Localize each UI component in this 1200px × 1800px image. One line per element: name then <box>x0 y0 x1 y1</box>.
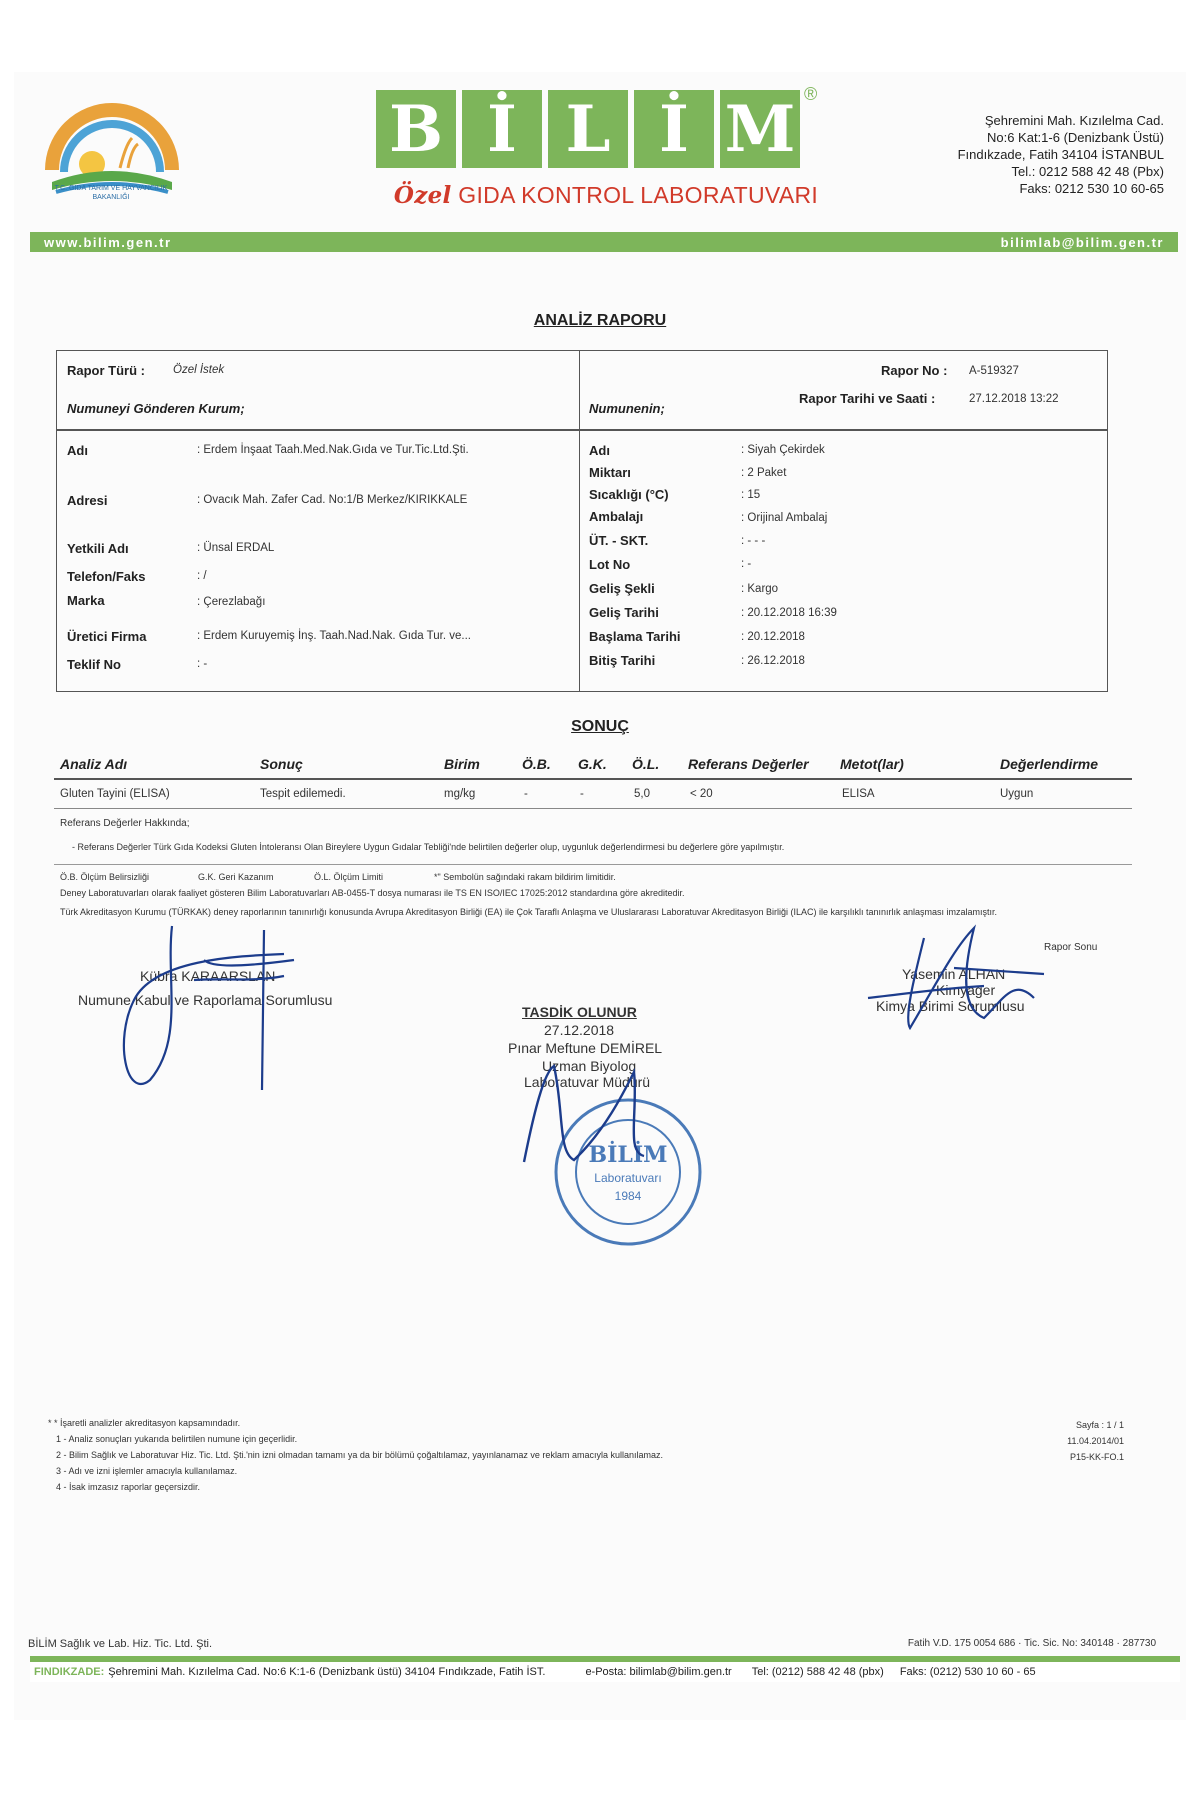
company-name: BİLİM Sağlık ve Lab. Hiz. Tic. Ltd. Şti. <box>28 1638 213 1650</box>
brand-subtitle: Özel GIDA KONTROL LABORATUVARI <box>393 182 819 209</box>
registered-mark: ® <box>804 84 818 104</box>
cell-result: Tespit edilemedi. <box>260 788 346 800</box>
col-header: Ö.L. <box>632 756 660 772</box>
svg-text:1984: 1984 <box>614 1189 642 1203</box>
field-label: Lot No <box>589 557 631 572</box>
field-value: : Kargo <box>741 583 779 595</box>
footer-note: 1 - Analiz sonuçları yukarıda belirtilen numune için geçerlidir. <box>56 1434 298 1444</box>
field-label: Adı <box>589 443 610 458</box>
email-link[interactable]: bilimlab@bilim.gen.tr <box>1000 234 1164 250</box>
website-link[interactable]: www.bilim.gen.tr <box>44 234 172 250</box>
col-header: Analiz Adı <box>60 756 128 772</box>
report-date-label: Rapor Tarihi ve Saati : <box>799 391 936 406</box>
result-title: SONUÇ <box>571 718 629 735</box>
footer-note: * * İşaretli analizler akreditasyon kapsamındadır. <box>48 1418 241 1428</box>
field-value: : - - - <box>741 535 766 547</box>
field-value: : / <box>197 570 207 582</box>
brand-letter: M <box>720 90 800 168</box>
field-label: Miktarı <box>589 465 631 480</box>
svg-text:Laboratuvarı: Laboratuvarı <box>594 1171 662 1185</box>
col-header: Ö.B. <box>522 756 551 772</box>
svg-text:BİLİM: BİLİM <box>588 1142 668 1168</box>
field-label: ÜT. - SKT. <box>589 533 649 548</box>
field-value: : Siyah Çekirdek <box>741 444 825 456</box>
footer-note: 3 - Adı ve izni işlemler amacıyla kullanılamaz. <box>56 1466 238 1476</box>
branch-label: FINDIKZADE: <box>34 1666 105 1678</box>
sender-heading: Numuneyi Gönderen Kurum; <box>67 401 245 416</box>
field-label: Bitiş Tarihi <box>589 653 656 668</box>
col-header: G.K. <box>578 756 607 772</box>
branch-address: Şehremini Mah. Kızılelma Cad. No:6 K:1-6 (Denizbank üstü) 34104 Fındıkzade, Fatih İST. <box>108 1666 546 1678</box>
brand-logo <box>376 84 836 209</box>
brand-letter: L <box>548 90 628 168</box>
report-type-value: Özel İstek <box>173 364 225 376</box>
field-label: Ambalajı <box>589 509 644 524</box>
field-value: : 26.12.2018 <box>741 655 805 667</box>
signer-name: Yasemin ALHAN <box>902 966 1006 982</box>
report-no-label: Rapor No : <box>881 363 948 378</box>
abbr-gk: G.K. Geri Kazanım <box>198 872 274 882</box>
table-rule <box>54 778 1132 780</box>
field-label: Yetkili Adı <box>67 541 129 556</box>
cell-reference: < 20 <box>690 788 713 800</box>
footer-note: 2 - Bilim Sağlık ve Laboratuvar Hiz. Tic. Ltd. Şti.'nin izni olmadan tamamı ya da bir bölümü çoğaltılamaz, yayınlanamaz ve reklam amacıyla kullanılamaz. <box>56 1450 663 1460</box>
reference-heading: Referans Değerler Hakkında; <box>60 818 190 829</box>
footer-phone: Tel: (0212) 588 42 48 (pbx) <box>751 1666 884 1678</box>
col-header: Metot(lar) <box>840 756 904 772</box>
signer-role: Kimya Birimi Sorumlusu <box>876 998 1025 1014</box>
brand-letter: İ <box>462 90 542 168</box>
signer-name: Kübra KARAARSLAN <box>140 968 276 984</box>
cell-evaluation: Uygun <box>1000 788 1034 800</box>
approval-label: TASDİK OLUNUR <box>522 1004 637 1020</box>
report-end: Rapor Sonu <box>1044 942 1098 953</box>
accreditation-note: Deney Laboratuvarları olarak faaliyet gösteren Bilim Laboratuvarları AB-0455-T dosya numarası ile TS EN ISO/IEC 17025:2012 standardına göre akreditedir. <box>60 888 685 898</box>
cell-method: ELISA <box>842 788 875 800</box>
field-value: : - <box>197 658 208 670</box>
field-value: : Çerezlabağı <box>197 596 266 608</box>
field-value: : 20.12.2018 16:39 <box>741 607 837 619</box>
footer-email[interactable]: e-Posta: bilimlab@bilim.gen.tr <box>585 1666 732 1678</box>
field-label: Sıcaklığı (°C) <box>589 487 669 502</box>
doc-code: P15-KK-FO.1 <box>1069 1452 1124 1462</box>
report-date-value: 27.12.2018 13:22 <box>969 393 1059 405</box>
cell-analysis: Gluten Tayini (ELISA) <box>60 788 170 800</box>
approval-date: 27.12.2018 <box>544 1022 615 1038</box>
footer-fax: Faks: (0212) 530 10 60 - 65 <box>899 1666 1036 1678</box>
signature-mark <box>514 1052 654 1172</box>
field-value: : - <box>741 558 752 570</box>
page-number: Sayfa : 1 / 1 <box>1075 1420 1124 1430</box>
field-value: : Erdem Kuruyemiş İnş. Taah.Nad.Nak. Gıda Tur. ve... <box>197 630 471 642</box>
field-value: : 2 Paket <box>741 467 787 479</box>
brand-letter: İ <box>634 90 714 168</box>
cell-unit: mg/kg <box>444 788 476 800</box>
table-divider <box>57 429 1107 431</box>
table-rule <box>54 808 1132 809</box>
footer-bar <box>30 1656 1180 1682</box>
sample-heading: Numunenin; <box>589 401 665 416</box>
field-label: Geliş Tarihi <box>589 605 659 620</box>
field-label: Başlama Tarihi <box>589 629 681 644</box>
report-page <box>14 72 1186 1720</box>
divider <box>54 864 1132 865</box>
cell-ol: 5,0 <box>634 788 650 800</box>
col-header: Sonuç <box>260 756 303 772</box>
field-label: Telefon/Faks <box>67 569 146 584</box>
lab-address: Şehremini Mah. Kızılelma Cad. No:6 Kat:1-6 (Denizbank Üstü) Fındıkzade, Fatih 34104 İSTANBUL Tel.: 0212 588 42 48 (Pbx) Faks: 0212 530 10 60-65 <box>957 113 1164 196</box>
reference-note: - Referans Değerler Türk Gıda Kodeksi Gluten İntoleransı Olan Bireylere Uygun Gıdalar Tebliği'nde belirtilen değerler olup, uygunluk değerlendirmesi bu değerlere göre yapılmıştır. <box>72 842 785 852</box>
sample-info-table <box>56 350 1108 692</box>
brand-letter: B <box>376 90 456 168</box>
doc-date: 11.04.2014/01 <box>1067 1436 1124 1446</box>
footer-note: 4 - İsak imzasız raporlar geçersizdir. <box>56 1482 201 1492</box>
field-value: : 20.12.2018 <box>741 631 805 643</box>
col-header: Değerlendirme <box>1000 756 1099 772</box>
col-header: Referans Değerler <box>688 756 809 772</box>
field-value: : Orijinal Ambalaj <box>741 512 828 524</box>
header-bar <box>30 232 1178 252</box>
abbr-ob: Ö.B. Ölçüm Belirsizliği <box>60 872 150 882</box>
field-value: : Ünsal ERDAL <box>197 542 275 554</box>
tax-info: Fatih V.D. 175 0054 686 · Tic. Sic. No: 340148 · 287730 <box>907 1638 1156 1649</box>
report-no-value: A-519327 <box>969 365 1019 377</box>
signer-title: Kimyager <box>936 982 996 998</box>
col-header: Birim <box>444 756 480 772</box>
signature-mark <box>864 908 1064 1038</box>
field-label: Geliş Şekli <box>589 581 655 596</box>
signature-mark <box>114 920 314 1100</box>
field-value: : Ovacık Mah. Zafer Cad. No:1/B Merkez/KIRIKKALE <box>197 494 468 506</box>
director-role: Laboratuvar Müdürü <box>524 1074 651 1090</box>
director-name: Pınar Meftune DEMİREL <box>508 1040 663 1056</box>
report-title: ANALİZ RAPORU <box>533 312 667 329</box>
field-value: : Erdem İnşaat Taah.Med.Nak.Gıda ve Tur.Tic.Ltd.Şti. <box>197 444 469 456</box>
cell-gk: - <box>580 788 584 800</box>
ministry-name: T.C. GIDA TARIM VE HAYVANCILIK BAKANLIĞI <box>54 185 168 201</box>
field-label: Üretici Firma <box>67 629 147 644</box>
field-value: : 15 <box>741 489 761 501</box>
signer-role: Numune Kabul ve Raporlama Sorumlusu <box>78 992 333 1008</box>
abbr-star: *" Sembolün sağındaki rakam bildirim limitidir. <box>434 872 616 882</box>
director-title: Uzman Biyolog <box>542 1058 637 1074</box>
ministry-logo-icon <box>42 92 182 222</box>
abbr-ol: Ö.L. Ölçüm Limiti <box>314 872 384 882</box>
accreditation-note: Türk Akreditasyon Kurumu (TÜRKAK) deney raporlarının tanınırlığı konusunda Avrupa Akreditasyon Birliği (EA) ile Çok Taraflı Anlaşma ve Uluslararası Laboratuvar Akreditasyon Birliği (ILAC) ile karşılıklı tanınırlık anlaşması imzalamıştır. <box>60 907 998 917</box>
field-label: Adı <box>67 443 88 458</box>
table-divider <box>579 351 580 691</box>
field-label: Marka <box>67 593 105 608</box>
cell-ob: - <box>524 788 528 800</box>
field-label: Adresi <box>67 493 108 508</box>
field-label: Teklif No <box>67 657 121 672</box>
report-type-label: Rapor Türü : <box>67 363 145 378</box>
